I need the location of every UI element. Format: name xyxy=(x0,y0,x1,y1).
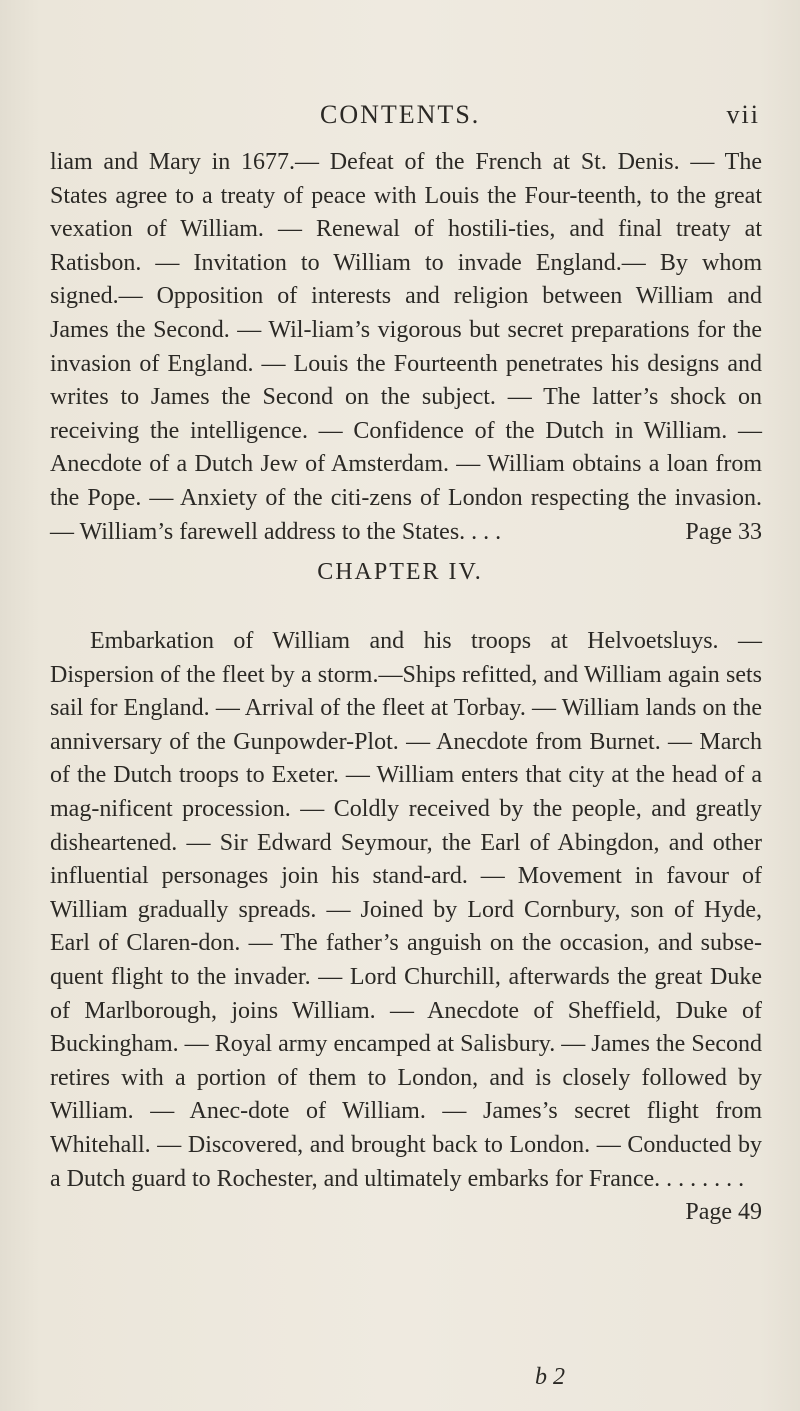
page-reference: Page 49 xyxy=(685,1199,762,1226)
chapter-heading: CHAPTER IV. xyxy=(317,559,483,585)
running-title: CONTENTS. xyxy=(320,100,481,129)
contents-entry-chapter-4-summary xyxy=(50,625,762,1230)
page-reference: Page 33 xyxy=(685,518,762,545)
running-head xyxy=(50,100,760,136)
page-number: vii xyxy=(726,100,760,129)
summary-text: liam and Mary in 1677.— Defeat of the French at St. Denis. — The States agree to a treaty of peace with Louis the Four-teenth, to the great vexation of William. — Renewal of hostili-ties, and final treaty at Ratisbon. — Invitation to William to invade England.— By whom signed.— Opposition of interests and religion between William and James the Second. — Wil-liam’s vigorous but secret preparations for the invasion of England. — Louis the Fourteenth penetrates his designs and writes to James the Second on the subject. — The latter’s shock on receiving the intelligence. — Confidence of the Dutch in William. — Anecdote of a Dutch Jew of Amsterdam. — William obtains a loan from the Pope. — Anxiety of the citi-zens of London respecting the invasion. — William’s farewell address to the States. . . . xyxy=(50,149,762,545)
signature-mark: b 2 xyxy=(535,1364,565,1390)
contents-entry-chapter-3-summary xyxy=(50,146,762,549)
summary-text: Embarkation of William and his troops at Helvoetsluys. — Dispersion of the fleet by a storm.—Ships refitted, and William again sets sail for England. — Arrival of the fleet at Torbay. — William lands on the anniversary of the Gunpowder-Plot. — Anecdote from Burnet. — March of the Dutch troops to Exeter. — William enters that city at the head of a mag-nificent procession. — Coldly received by the people, and greatly disheartened. — Sir Edward Seymour, the Earl of Abingdon, and other influential personages join his stand-ard. — Movement in favour of William gradually spreads. — Joined by Lord Cornbury, son of Hyde, Earl of Claren-don. — The father’s anguish on the occasion, and subse-quent flight to the invader. — Lord Churchill, afterwards the great Duke of Marlborough, joins William. — Anecdote of Sheffield, Duke of Buckingham. — Royal army encamped at Salisbury. — James the Second retires with a portion of them to London, and is closely followed by William. — Anec-dote of William. — James’s secret flight from Whitehall. — Discovered, and brought back to London. — Conducted by a Dutch guard to Rochester, and ultimately embarks for France. . . . . . . . xyxy=(50,628,762,1192)
